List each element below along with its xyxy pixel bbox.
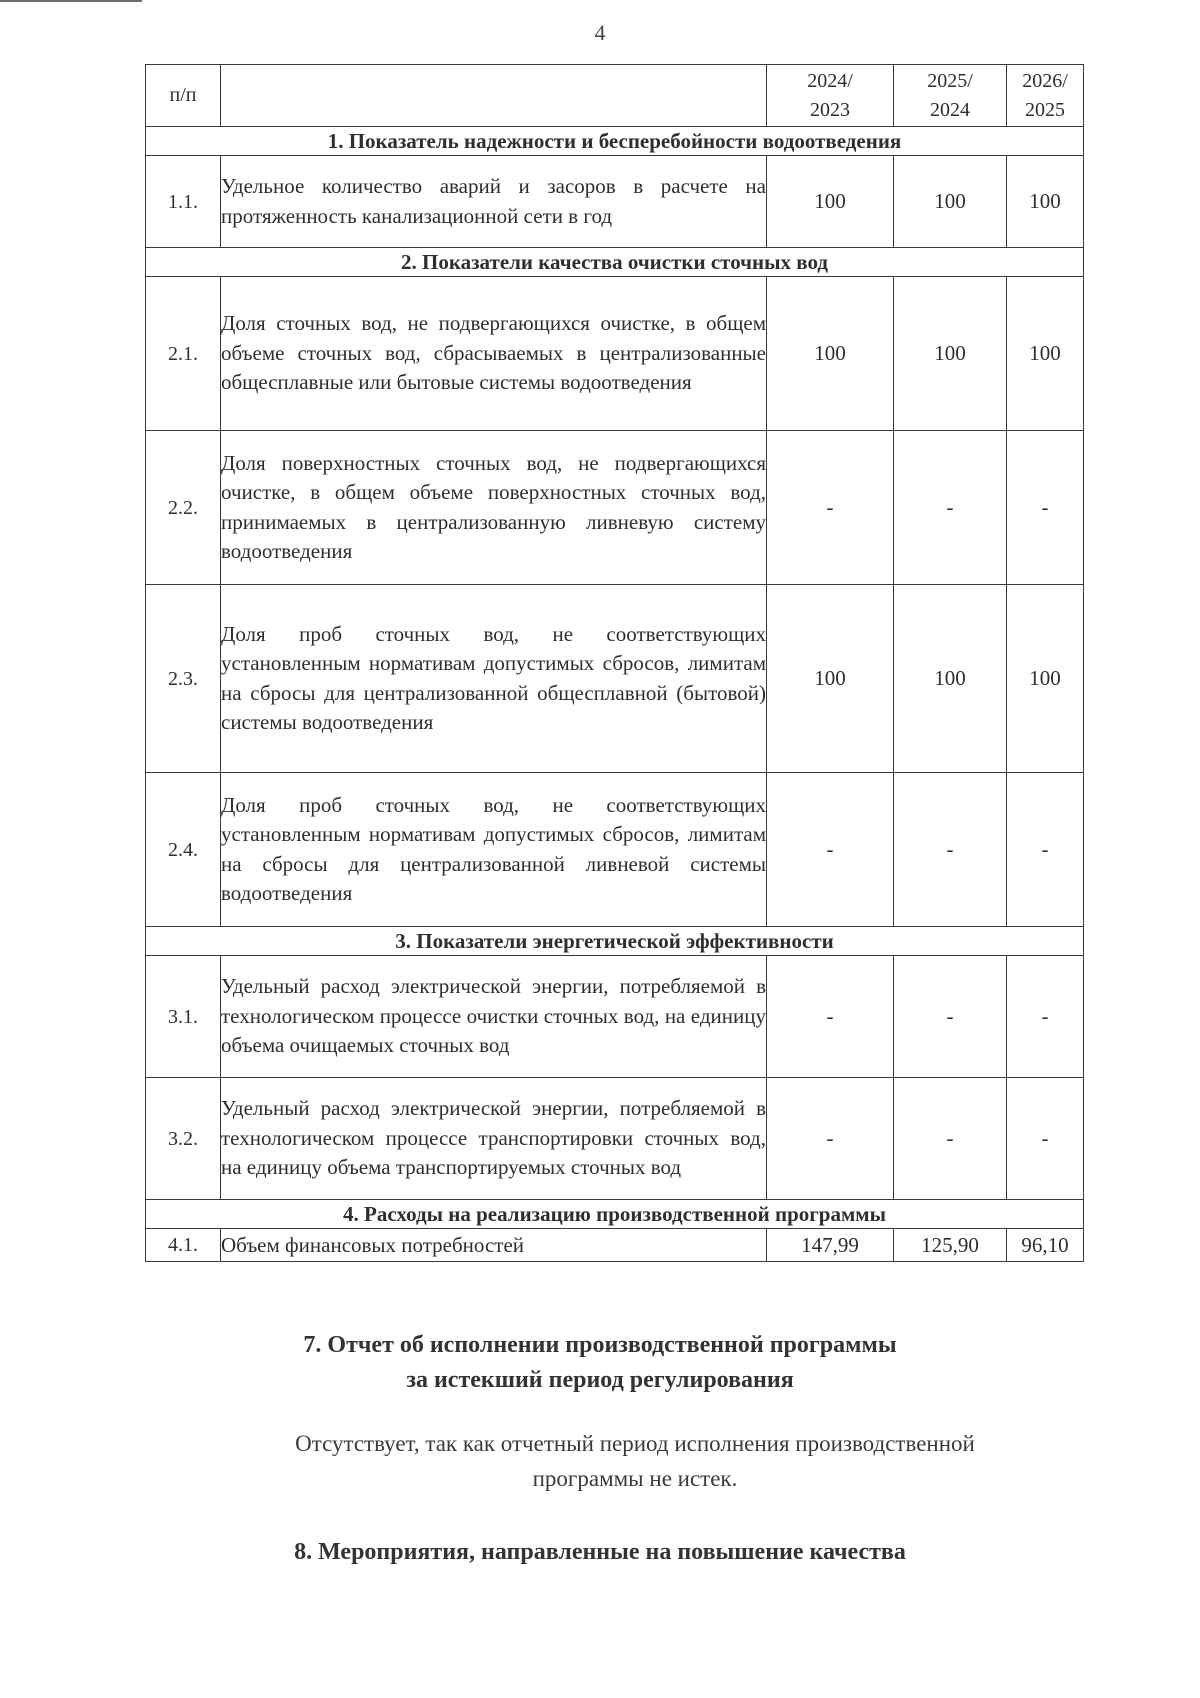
section-title: 1. Показатель надежности и бесперебойности водоотведения: [146, 127, 1084, 156]
row-name: Объем финансовых потребностей: [221, 1229, 767, 1262]
header-name: [221, 65, 767, 127]
table-row: [146, 956, 1084, 1078]
table-row: [146, 773, 1084, 927]
row-num: 3.2.: [146, 1078, 221, 1200]
row-value-2024: -: [767, 431, 894, 585]
section-title: 4. Расходы на реализацию производственной программы: [146, 1200, 1084, 1229]
section-title: 3. Показатели энергетической эффективности: [146, 927, 1084, 956]
row-value-2024: -: [767, 956, 894, 1078]
row-value-2026: 100: [1007, 585, 1084, 773]
row-name: Доля поверхностных сточных вод, не подвергающихся очистке, в общем объеме поверхностных сточных вод, принимаемых в централизованную ливневую систему водоотведения: [221, 431, 767, 585]
section-7-text-line-2: программы не истек.: [532, 1466, 738, 1491]
row-value-2026: -: [1007, 431, 1084, 585]
row-name: Удельный расход электрической энергии, потребляемой в технологическом процессе очистки сточных вод, на единицу объема очищаемых сточных вод: [221, 956, 767, 1078]
section-row-2: [146, 248, 1084, 277]
row-value-2024: 100: [767, 277, 894, 431]
table-row: [146, 277, 1084, 431]
row-value-2025: -: [894, 431, 1007, 585]
row-value-2024: -: [767, 773, 894, 927]
table-row: [146, 1229, 1084, 1262]
row-num: 4.1.: [146, 1229, 221, 1262]
header-num: п/п: [146, 65, 221, 127]
row-value-2025: -: [894, 773, 1007, 927]
row-num: 2.3.: [146, 585, 221, 773]
row-value-2026: 100: [1007, 156, 1084, 248]
row-num: 1.1.: [146, 156, 221, 248]
section-7-text-line-1: Отсутствует, так как отчетный период исполнения производственной: [295, 1431, 975, 1456]
table-row: [146, 1078, 1084, 1200]
section-7-heading: [0, 1328, 1200, 1398]
header-year-3-top: 2026/: [1022, 69, 1068, 92]
header-year-1-bottom: 2023: [810, 98, 850, 121]
row-value-2025: 100: [894, 277, 1007, 431]
row-num: 3.1.: [146, 956, 221, 1078]
header-year-1-top: 2024/: [807, 69, 853, 92]
row-name: Доля проб сточных вод, не соответствующих установленным нормативам допустимых сбросов, лимитам на сбросы для централизованной ливневой системы водоотведения: [221, 773, 767, 927]
row-value-2026: -: [1007, 1078, 1084, 1200]
row-value-2024: 100: [767, 585, 894, 773]
section-row-3: [146, 927, 1084, 956]
page-number: 4: [594, 20, 606, 45]
row-value-2025: 100: [894, 585, 1007, 773]
section-8-heading: 8. Мероприятия, направленные на повышение качества: [294, 1539, 906, 1565]
row-value-2025: -: [894, 1078, 1007, 1200]
row-value-2026: -: [1007, 956, 1084, 1078]
header-year-1: [767, 65, 894, 127]
table-row: [146, 585, 1084, 773]
header-year-2-bottom: 2024: [930, 98, 970, 121]
row-value-2024: 147,99: [767, 1229, 894, 1262]
row-num: 2.1.: [146, 277, 221, 431]
row-value-2025: 100: [894, 156, 1007, 248]
row-name: Доля сточных вод, не подвергающихся очистке, в общем объеме сточных вод, сбрасываемых в централизованные общесплавные или бытовые системы водоотведения: [221, 277, 767, 431]
row-name: Доля проб сточных вод, не соответствующих установленным нормативам допустимых сбросов, лимитам на сбросы для централизованной общесплавной (бытовой) системы водоотведения: [221, 585, 767, 773]
table-header-row: [146, 65, 1084, 127]
row-value-2024: -: [767, 1078, 894, 1200]
row-name: Удельный расход электрической энергии, потребляемой в технологическом процессе транспортировки сточных вод, на единицу объема транспортируемых сточных вод: [221, 1078, 767, 1200]
row-value-2025: 125,90: [894, 1229, 1007, 1262]
row-name: Удельное количество аварий и засоров в расчете на протяженность канализационной сети в год: [221, 156, 767, 248]
section-title: 2. Показатели качества очистки сточных вод: [146, 248, 1084, 277]
header-year-3-bottom: 2025: [1025, 98, 1065, 121]
header-year-2-top: 2025/: [927, 69, 973, 92]
row-value-2026: 100: [1007, 277, 1084, 431]
indicators-table: [145, 64, 1084, 1262]
row-value-2025: -: [894, 956, 1007, 1078]
table-row: [146, 431, 1084, 585]
header-year-3: [1007, 65, 1084, 127]
table-row: [146, 156, 1084, 248]
row-value-2026: -: [1007, 773, 1084, 927]
corner-scan-mark: [0, 0, 142, 2]
row-num: 2.4.: [146, 773, 221, 927]
header-year-2: [894, 65, 1007, 127]
section-7-title-line-2: за истекший период регулирования: [406, 1367, 794, 1393]
row-value-2026: 96,10: [1007, 1229, 1084, 1262]
section-row-4: [146, 1200, 1084, 1229]
section-7-title-line-1: 7. Отчет об исполнении производственной программы: [303, 1332, 897, 1358]
section-7-text: [200, 1426, 1070, 1496]
row-value-2024: 100: [767, 156, 894, 248]
section-row-1: [146, 127, 1084, 156]
row-num: 2.2.: [146, 431, 221, 585]
